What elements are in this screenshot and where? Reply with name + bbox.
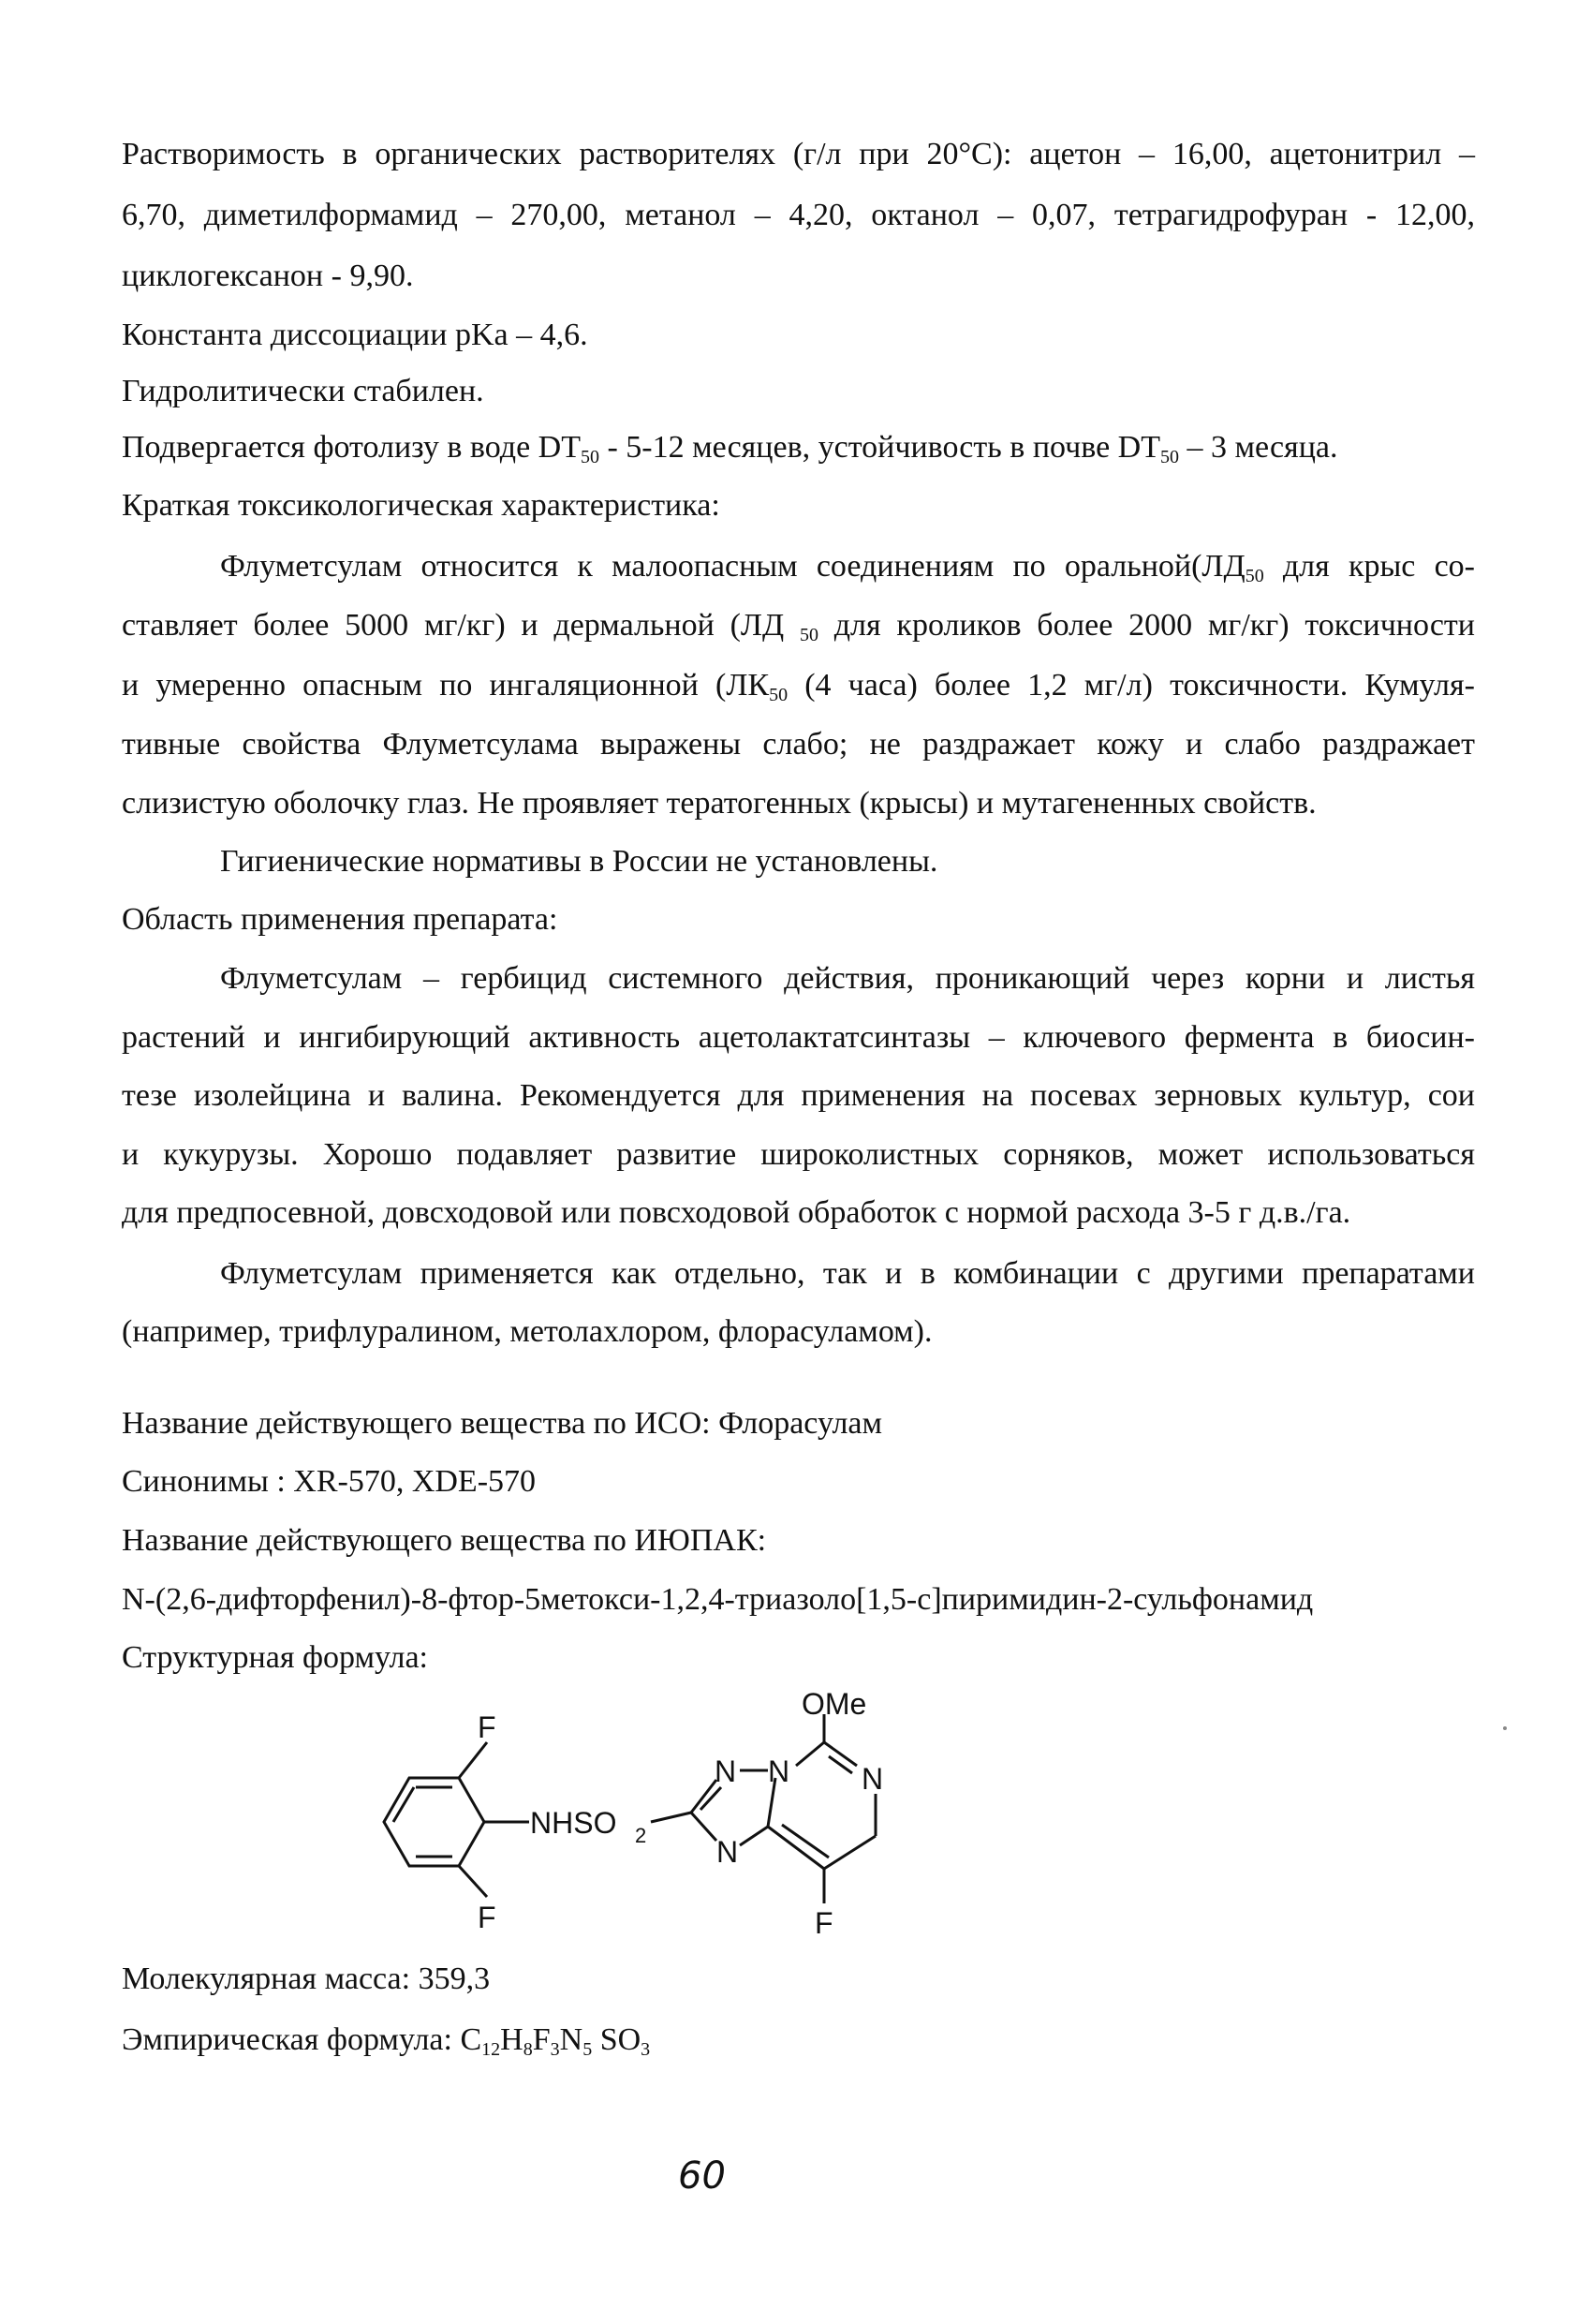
- hygiene-line: Гигиенические нормативы в России не установлены.: [220, 844, 938, 879]
- iupac-heading: Название действующего вещества по ИЮПАК:: [122, 1523, 767, 1558]
- application-heading: Область применения препарата:: [122, 902, 558, 937]
- solubility-line-3: циклогексанон - 9,90.: [122, 259, 414, 293]
- triazole-n3-label: N: [716, 1835, 739, 1869]
- fluorine-top-label: F: [478, 1710, 496, 1744]
- combination-line-1: Флуметсулам применяется как отдельно, так и в комбинации с другими препаратами: [220, 1256, 1475, 1291]
- application-line-3: тезе изолейцина и валина. Рекомендуется для применения на посевах зерновых культур, сои: [122, 1078, 1475, 1113]
- structure-heading: Структурная формула:: [122, 1640, 429, 1675]
- fluorine-bottom-label: F: [478, 1901, 496, 1934]
- molecule-bonds: [384, 1714, 876, 1903]
- triazole-n2-label: N: [768, 1754, 790, 1788]
- toxicology-line-1: Флуметсулам относится к малоопасным соединениям по $оральной(ЛД_{50}$ для крыс со-: [220, 549, 1475, 586]
- toxicology-line-4: тивные свойства Флуметсулама выражены слабо; не раздражает кожу и слабо раздражает: [122, 727, 1475, 762]
- synonyms-line: Синонимы : XR-570, XDE-570: [122, 1464, 537, 1499]
- fluorine-right-label: F: [815, 1906, 833, 1940]
- solubility-line-2: 6,70, диметилформамид – 270,00, метанол – 4,20, октанол – 0,07, тетрагидрофуран - 12,00,: [122, 198, 1475, 232]
- photolysis-text-c: – 3 месяца.: [1179, 430, 1338, 465]
- empirical-formula-line: Эмпирическая формула: $C_{12}H_8F_3N_5$ $SO_3$: [122, 2022, 651, 2060]
- toxicology-heading: Краткая токсикологическая характеристика:: [122, 488, 720, 523]
- dt50-subscript: 50: [580, 447, 599, 467]
- application-line-5: для предпосевной, довсходовой или повсходовой обработок с нормой расхода 3-5 г д.в./га.: [122, 1195, 1351, 1230]
- toxicology-line-5: слизистую оболочку глаз. Не проявляет тератогенных (крысы) и мутагененных свойств.: [122, 786, 1317, 821]
- stray-mark: [1503, 1726, 1507, 1730]
- florasulam-structure-svg: [356, 1687, 1011, 1948]
- iupac-name: N-(2,6-дифторфенил)-8-фтор-5метокси-1,2,4-триазоло[1,5-c]пиримидин-2-сульфонамид: [122, 1582, 1314, 1617]
- photolysis-text-a: Подвергается фотолизу в воде DT: [122, 430, 581, 465]
- triazole-n1-label: N: [715, 1754, 737, 1788]
- photolysis-line: [122, 429, 1337, 466]
- iso-name-line: Название действующего вещества по ИСО: Флорасулам: [122, 1406, 883, 1441]
- so2-subscript: 2: [635, 1824, 647, 1847]
- hydrolysis-line: Гидролитически стабилен.: [122, 374, 484, 408]
- molecular-mass-line: Молекулярная масса: 359,3: [122, 1961, 491, 1996]
- pka-line: Константа диссоциации pKa – 4,6.: [122, 318, 588, 352]
- structural-formula: [356, 1687, 1011, 1957]
- dt50-subscript-2: 50: [1160, 447, 1180, 467]
- combination-line-2: (например, трифлуралином, метолахлором, флорасуламом).: [122, 1314, 933, 1349]
- application-line-2: растений и ингибирующий активность ацетолактатсинтазы – ключевого фермента в биосин-: [122, 1020, 1475, 1055]
- nhso-label: NHSO: [530, 1806, 617, 1840]
- toxicology-line-3: и умеренно опасным по ингаляционной ($ЛК_{50}$ (4 часа) более 1,2 мг/л) токсичности. Кумуля-: [122, 668, 1475, 705]
- pyrimidine-n-label: N: [862, 1762, 884, 1796]
- application-line-4: и кукурузы. Хорошо подавляет развитие широколистных сорняков, может использоваться: [122, 1137, 1475, 1172]
- toxicology-line-2: ставляет более 5000 мг/кг) и дермальной (ЛД $_{50}$ для кроликов более 2000 мг/кг) токсичности: [122, 608, 1475, 645]
- page-number: 60: [678, 2154, 726, 2198]
- application-line-1: Флуметсулам – гербицид системного действия, проникающий через корни и листья: [220, 961, 1475, 996]
- methoxy-label: OMe: [802, 1687, 867, 1721]
- solubility-line-1: Растворимость в органических растворителях (г/л при 20°С): ацетон – 16,00, ацетонитрил –: [122, 137, 1475, 171]
- photolysis-text-b: - 5-12 месяцев, устойчивость в почве DT: [598, 430, 1161, 465]
